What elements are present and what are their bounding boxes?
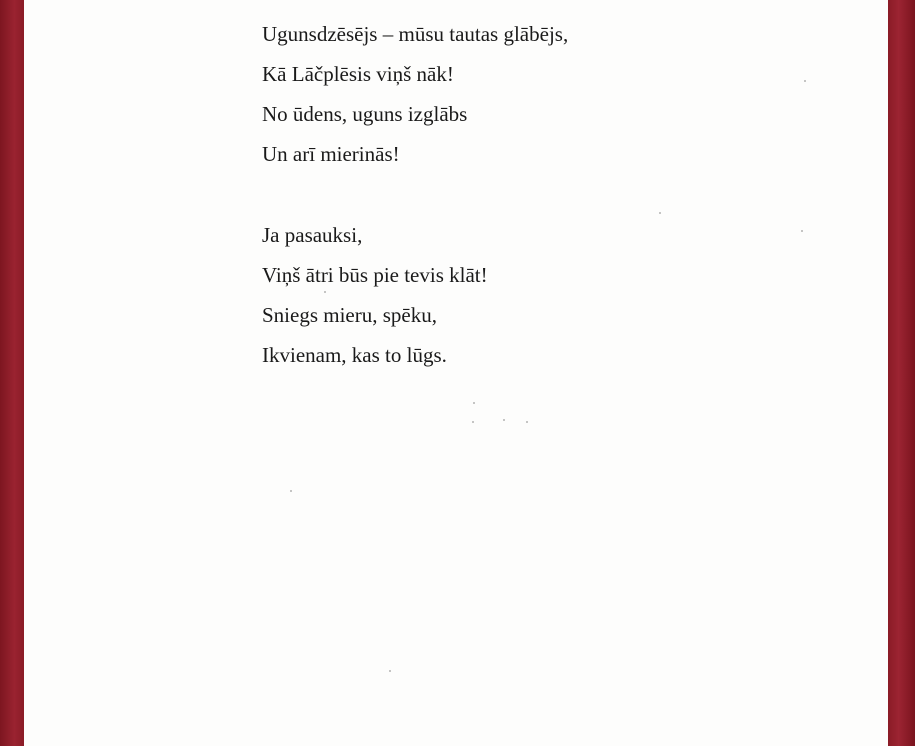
- paper-sheet: [24, 0, 888, 746]
- stanza-1: [262, 14, 568, 174]
- poem-line: Sniegs mieru, spēku,: [262, 303, 437, 327]
- scan-speck: [473, 402, 475, 404]
- poem-line: Viņš ātri būs pie tevis klāt!: [262, 263, 488, 287]
- scan-speck: [659, 212, 661, 214]
- scan-speck: [526, 421, 528, 423]
- poem-line: No ūdens, uguns izglābs: [262, 102, 468, 126]
- scan-speck: [804, 80, 806, 82]
- poem-line: Kā Lāčplēsis viņš nāk!: [262, 62, 454, 86]
- stanza-2: [262, 215, 568, 375]
- poem-line: Ikvienam, kas to lūgs.: [262, 343, 447, 367]
- scan-speck: [472, 421, 474, 423]
- page-border-left: [0, 0, 24, 746]
- scan-speck: [503, 419, 505, 421]
- poem: [262, 14, 568, 375]
- scan-speck: [290, 490, 292, 492]
- scan-speck: [801, 230, 803, 232]
- poem-line: Ja pasauksi,: [262, 223, 363, 247]
- scan-speck: [324, 291, 326, 293]
- poem-line: Un arī mierinās!: [262, 142, 400, 166]
- stanza-gap: [262, 174, 568, 215]
- poem-line: Ugunsdzēsējs – mūsu tautas glābējs,: [262, 22, 569, 46]
- scan-speck: [389, 670, 391, 672]
- page-border-right: [888, 0, 915, 746]
